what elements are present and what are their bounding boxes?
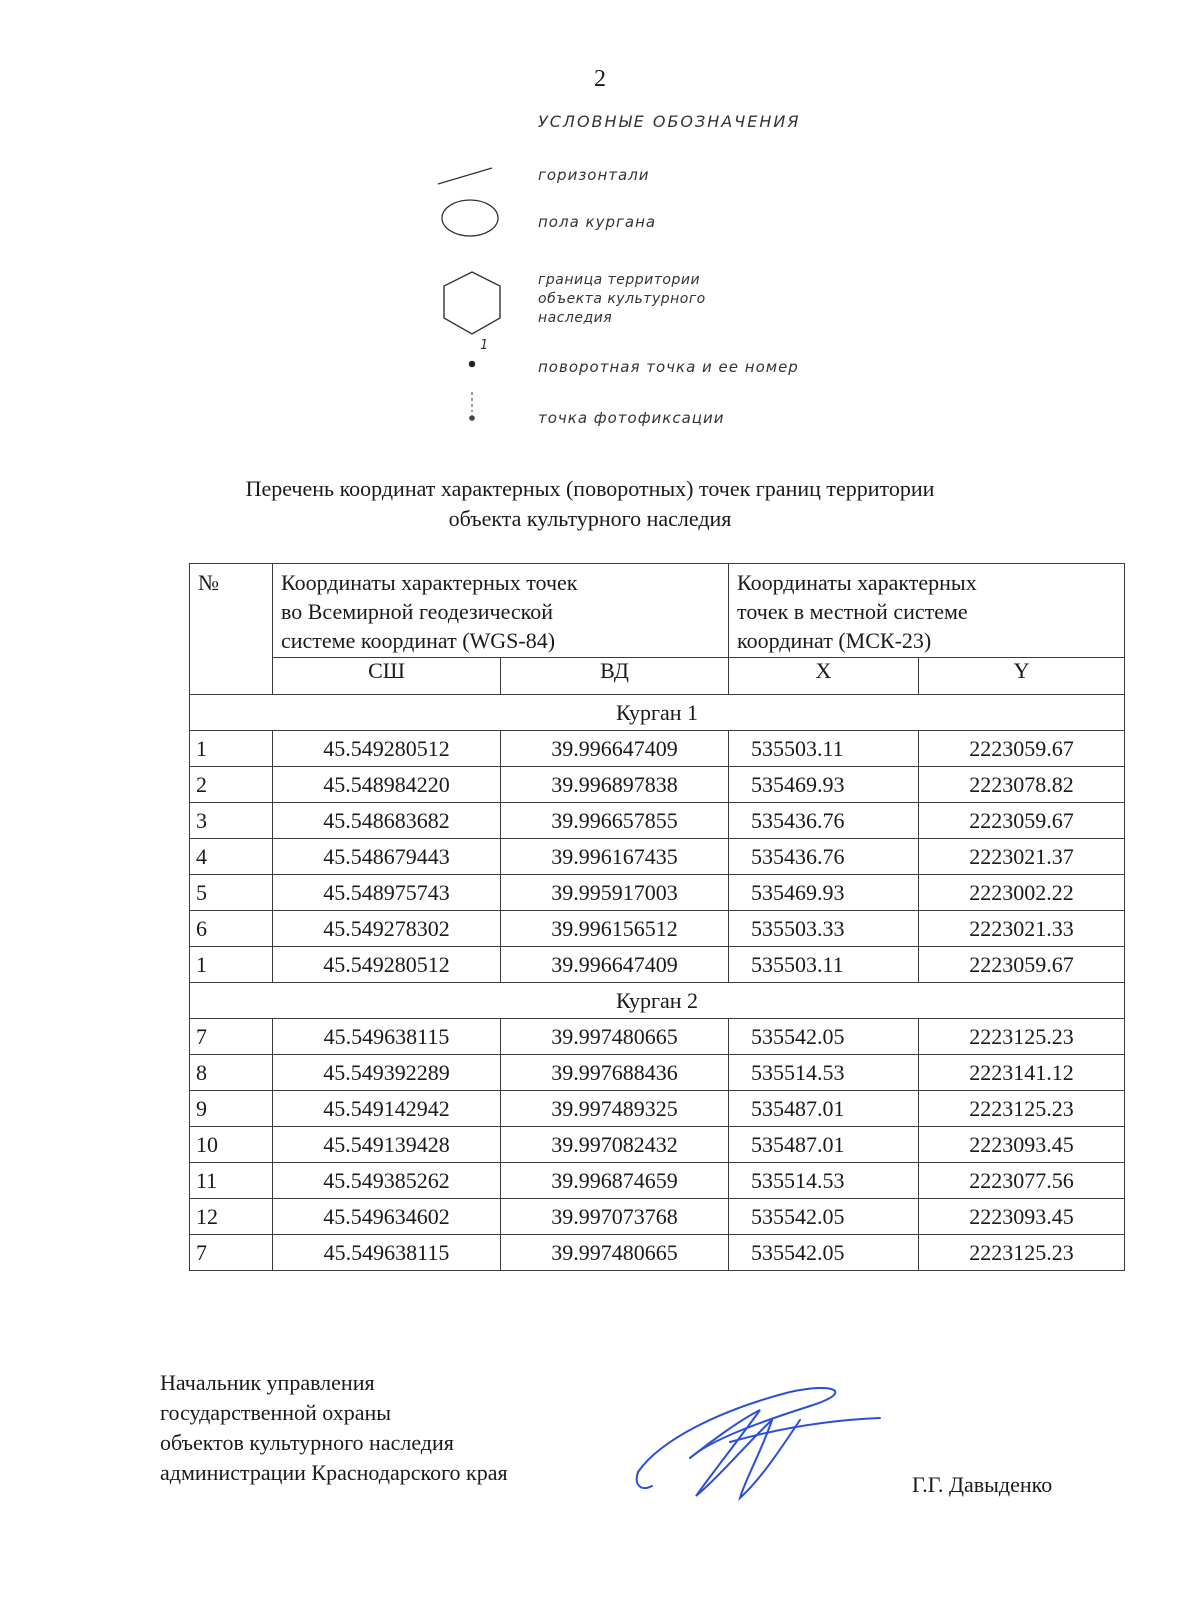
table-row	[190, 839, 1125, 875]
legend-label-boundary-line2: объекта культурного	[538, 291, 706, 307]
section-title: Курган 1	[190, 695, 1125, 731]
latitude-cell: 45.549280512	[273, 947, 501, 983]
longitude-cell: 39.997480665	[501, 1235, 729, 1271]
legend-label-turning-point: поворотная точка и ее номер	[538, 358, 799, 376]
legend-label-boundary-line1: граница территории	[538, 272, 701, 288]
x-cell: 535542.05	[729, 1019, 919, 1055]
point-number-cell: 1	[190, 731, 273, 767]
y-cell: 2223059.67	[919, 731, 1125, 767]
point-number-cell: 1	[190, 947, 273, 983]
y-cell: 2223059.67	[919, 947, 1125, 983]
table-row	[190, 1091, 1125, 1127]
y-cell: 2223125.23	[919, 1235, 1125, 1271]
latitude-cell: 45.549634602	[273, 1199, 501, 1235]
x-cell: 535487.01	[729, 1091, 919, 1127]
signatory-position-line4: администрации Краснодарского края	[160, 1460, 508, 1485]
longitude-cell: 39.995917003	[501, 875, 729, 911]
point-number-cell: 10	[190, 1127, 273, 1163]
legend-label-boundary	[538, 271, 706, 328]
msk-header-line3: координат (МСК-23)	[737, 628, 932, 653]
x-cell: 535514.53	[729, 1055, 919, 1091]
longitude-cell: 39.997688436	[501, 1055, 729, 1091]
wgs-header-line3: системе координат (WGS-84)	[281, 628, 556, 653]
page-number: 2	[594, 66, 606, 92]
msk-header-line2: точек в местной системе	[737, 599, 968, 624]
longitude-cell: 39.997082432	[501, 1127, 729, 1163]
table-row	[190, 1235, 1125, 1271]
point-number-cell: 12	[190, 1199, 273, 1235]
document-heading-line1: Перечень координат характерных (поворотных) точек границ территории	[245, 476, 935, 501]
section-row	[190, 695, 1125, 731]
table-row	[190, 1127, 1125, 1163]
point-number-cell: 7	[190, 1235, 273, 1271]
longitude-cell: 39.996897838	[501, 767, 729, 803]
longitude-cell: 39.996874659	[501, 1163, 729, 1199]
section-title: Курган 2	[190, 983, 1125, 1019]
x-cell: 535514.53	[729, 1163, 919, 1199]
wgs-coordinates-header	[273, 564, 729, 658]
point-number-cell: 6	[190, 911, 273, 947]
point-number-cell: 11	[190, 1163, 273, 1199]
latitude-cell: 45.549139428	[273, 1127, 501, 1163]
boundary-hexagon-icon	[438, 268, 508, 342]
longitude-cell: 39.997073768	[501, 1199, 729, 1235]
longitude-cell: 39.997489325	[501, 1091, 729, 1127]
y-cell: 2223078.82	[919, 767, 1125, 803]
x-cell: 535436.76	[729, 839, 919, 875]
table-row	[190, 1199, 1125, 1235]
y-cell: 2223093.45	[919, 1127, 1125, 1163]
latitude-cell: 45.549385262	[273, 1163, 501, 1199]
y-cell: 2223077.56	[919, 1163, 1125, 1199]
point-number-cell: 9	[190, 1091, 273, 1127]
point-number-cell: 3	[190, 803, 273, 839]
x-cell: 535503.11	[729, 947, 919, 983]
latitude-cell: 45.548683682	[273, 803, 501, 839]
longitude-cell: 39.997480665	[501, 1019, 729, 1055]
coordinates-table	[189, 563, 1125, 1271]
coordinates-table-body	[190, 695, 1125, 1271]
latitude-cell: 45.549278302	[273, 911, 501, 947]
handwritten-signature	[630, 1380, 890, 1510]
msk-header-line1: Координаты характерных	[737, 570, 977, 595]
latitude-cell: 45.549142942	[273, 1091, 501, 1127]
longitude-cell: 39.996647409	[501, 947, 729, 983]
latitude-header: СШ	[273, 658, 501, 695]
table-row	[190, 1163, 1125, 1199]
x-cell: 535436.76	[729, 803, 919, 839]
y-cell: 2223002.22	[919, 875, 1125, 911]
column-number-header: №	[190, 564, 273, 695]
longitude-cell: 39.996647409	[501, 731, 729, 767]
y-cell: 2223141.12	[919, 1055, 1125, 1091]
table-row	[190, 1055, 1125, 1091]
section-row	[190, 983, 1125, 1019]
x-cell: 535503.33	[729, 911, 919, 947]
document-heading	[120, 474, 1060, 534]
y-cell: 2223125.23	[919, 1019, 1125, 1055]
latitude-cell: 45.549638115	[273, 1019, 501, 1055]
y-cell: 2223093.45	[919, 1199, 1125, 1235]
y-cell: 2223125.23	[919, 1091, 1125, 1127]
latitude-cell: 45.549638115	[273, 1235, 501, 1271]
x-header: X	[729, 658, 919, 695]
latitude-cell: 45.548984220	[273, 767, 501, 803]
longitude-cell: 39.996167435	[501, 839, 729, 875]
table-row	[190, 911, 1125, 947]
table-row	[190, 947, 1125, 983]
legend-label-contours: горизонтали	[538, 166, 650, 184]
photo-point-icon	[466, 390, 478, 426]
signatory-position-line1: Начальник управления	[160, 1370, 375, 1395]
legend-label-photo-point: точка фотофиксации	[538, 409, 725, 427]
y-cell: 2223021.33	[919, 911, 1125, 947]
latitude-cell: 45.548975743	[273, 875, 501, 911]
x-cell: 535469.93	[729, 875, 919, 911]
legend-label-mound: пола кургана	[538, 213, 657, 231]
wgs-header-line2: во Всемирной геодезической	[281, 599, 553, 624]
y-cell: 2223059.67	[919, 803, 1125, 839]
legend-title: УСЛОВНЫЕ ОБОЗНАЧЕНИЯ	[538, 112, 801, 131]
signatory-name: Г.Г. Давыденко	[912, 1472, 1053, 1497]
signatory-position-line2: государственной охраны	[160, 1400, 392, 1425]
longitude-cell: 39.996156512	[501, 911, 729, 947]
turning-point-number: 1	[480, 338, 489, 353]
point-number-cell: 7	[190, 1019, 273, 1055]
x-cell: 535503.11	[729, 731, 919, 767]
contour-line-icon	[436, 164, 496, 188]
legend-label-boundary-line3: наследия	[538, 310, 613, 326]
table-row	[190, 731, 1125, 767]
turning-point-icon	[466, 358, 478, 370]
point-number-cell: 5	[190, 875, 273, 911]
x-cell: 535542.05	[729, 1199, 919, 1235]
latitude-cell: 45.549280512	[273, 731, 501, 767]
table-row	[190, 875, 1125, 911]
x-cell: 535469.93	[729, 767, 919, 803]
latitude-cell: 45.549392289	[273, 1055, 501, 1091]
longitude-header: ВД	[501, 658, 729, 695]
longitude-cell: 39.996657855	[501, 803, 729, 839]
table-row	[190, 767, 1125, 803]
wgs-header-line1: Координаты характерных точек	[281, 570, 578, 595]
table-row	[190, 803, 1125, 839]
latitude-cell: 45.548679443	[273, 839, 501, 875]
msk-coordinates-header	[729, 564, 1125, 658]
point-number-cell: 8	[190, 1055, 273, 1091]
x-cell: 535542.05	[729, 1235, 919, 1271]
document-heading-line2: объекта культурного наследия	[448, 506, 732, 531]
y-cell: 2223021.37	[919, 839, 1125, 875]
point-number-cell: 2	[190, 767, 273, 803]
signatory-position	[160, 1368, 508, 1488]
signatory-position-line3: объектов культурного наследия	[160, 1430, 454, 1455]
point-number-cell: 4	[190, 839, 273, 875]
x-cell: 535487.01	[729, 1127, 919, 1163]
y-header: Y	[919, 658, 1125, 695]
table-row	[190, 1019, 1125, 1055]
mound-ellipse-icon	[438, 196, 502, 240]
